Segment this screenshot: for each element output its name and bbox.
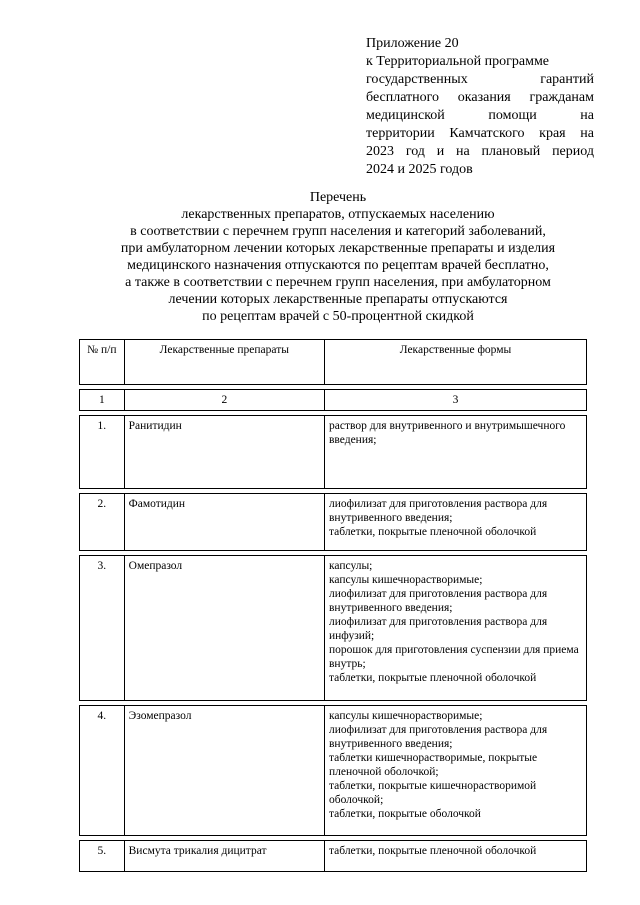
form-line: капсулы; [328, 560, 373, 572]
form-line: раствор для внутривенного и внутримышечного введения; [328, 420, 566, 446]
appendix-header [366, 35, 594, 179]
drug-name: Фамотидин [124, 494, 324, 551]
form-line: таблетки, покрытые оболочкой [328, 808, 481, 820]
title-line: по рецептам врачей с 50-процентной скидкой [202, 309, 474, 324]
appendix-line: 2024 и 2025 годов [366, 162, 473, 177]
form-line: таблетки кишечнорастворимые, покрытые пленочной оболочкой; [328, 752, 538, 778]
row-number: 2. [80, 494, 125, 551]
form-line: таблетки, покрытые пленочной оболочкой [328, 845, 537, 857]
form-line: лиофилизат для приготовления раствора для внутривенного введения; [328, 588, 548, 614]
header-forms: Лекарственные формы [324, 340, 586, 385]
form-line: таблетки, покрытые пленочной оболочкой [328, 526, 537, 538]
title-line: медицинского назначения отпускаются по рецептам врачей бесплатно, [127, 258, 549, 273]
title-line: в соответствии с перечнем групп населения и категорий заболеваний, [130, 224, 546, 239]
appendix-line: бесплатного оказания гражданам [366, 90, 594, 105]
form-line: лиофилизат для приготовления раствора для инфузий; [328, 616, 548, 642]
form-line: капсулы кишечнорастворимые; [328, 710, 483, 722]
row-number: 3. [80, 556, 125, 701]
row-number: 5. [80, 841, 125, 872]
col-number: 2 [124, 390, 324, 411]
form-line: лиофилизат для приготовления раствора для внутривенного введения; [328, 724, 548, 750]
appendix-line: Приложение 20 [366, 36, 459, 51]
form-line: порошок для приготовления суспензии для приема внутрь; [328, 644, 579, 670]
table-header-row [80, 340, 587, 385]
title-line: лекарственных препаратов, отпускаемых населению [181, 207, 495, 222]
header-num: № п/п [80, 340, 125, 385]
column-numbers-row [80, 390, 587, 411]
title-line: лечении которых лекарственные препараты отпускаются [168, 292, 508, 307]
form-line: лиофилизат для приготовления раствора для внутривенного введения; [328, 498, 548, 524]
appendix-line: государственных гарантий [366, 72, 594, 87]
appendix-line: 2023 год и на плановый период [366, 144, 594, 159]
form-line: таблетки, покрытые кишечнорастворимой оболочкой; [328, 780, 537, 806]
drug-forms [324, 494, 586, 551]
appendix-line: медицинской помощи на [366, 108, 594, 123]
drug-forms [324, 841, 586, 872]
title-line: а также в соответствии с перечнем групп населения, при амбулаторном [125, 275, 551, 290]
title-line: Перечень [309, 190, 367, 205]
drug-name: Ранитидин [124, 416, 324, 489]
table-row [80, 494, 587, 551]
drug-table [79, 339, 587, 872]
drug-name: Омепразол [124, 556, 324, 701]
drug-name: Эзомепразол [124, 706, 324, 836]
drug-forms [324, 556, 586, 701]
form-line: капсулы кишечнорастворимые; [328, 574, 483, 586]
form-line: таблетки, покрытые пленочной оболочкой [328, 672, 537, 684]
table-row [80, 556, 587, 701]
table-row [80, 706, 587, 836]
drug-forms [324, 706, 586, 836]
drug-forms [324, 416, 586, 489]
col-number: 1 [80, 390, 125, 411]
row-number: 1. [80, 416, 125, 489]
drug-name: Висмута трикалия дицитрат [124, 841, 324, 872]
table-row [80, 416, 587, 489]
row-number: 4. [80, 706, 125, 836]
table-row [80, 841, 587, 872]
header-drug: Лекарственные препараты [124, 340, 324, 385]
appendix-line: к Территориальной программе [366, 54, 550, 69]
col-number: 3 [324, 390, 586, 411]
title-line: при амбулаторном лечении которых лекарственные препараты и изделия [120, 241, 556, 256]
appendix-line: территории Камчатского края на [366, 126, 594, 141]
document-title [60, 189, 616, 325]
